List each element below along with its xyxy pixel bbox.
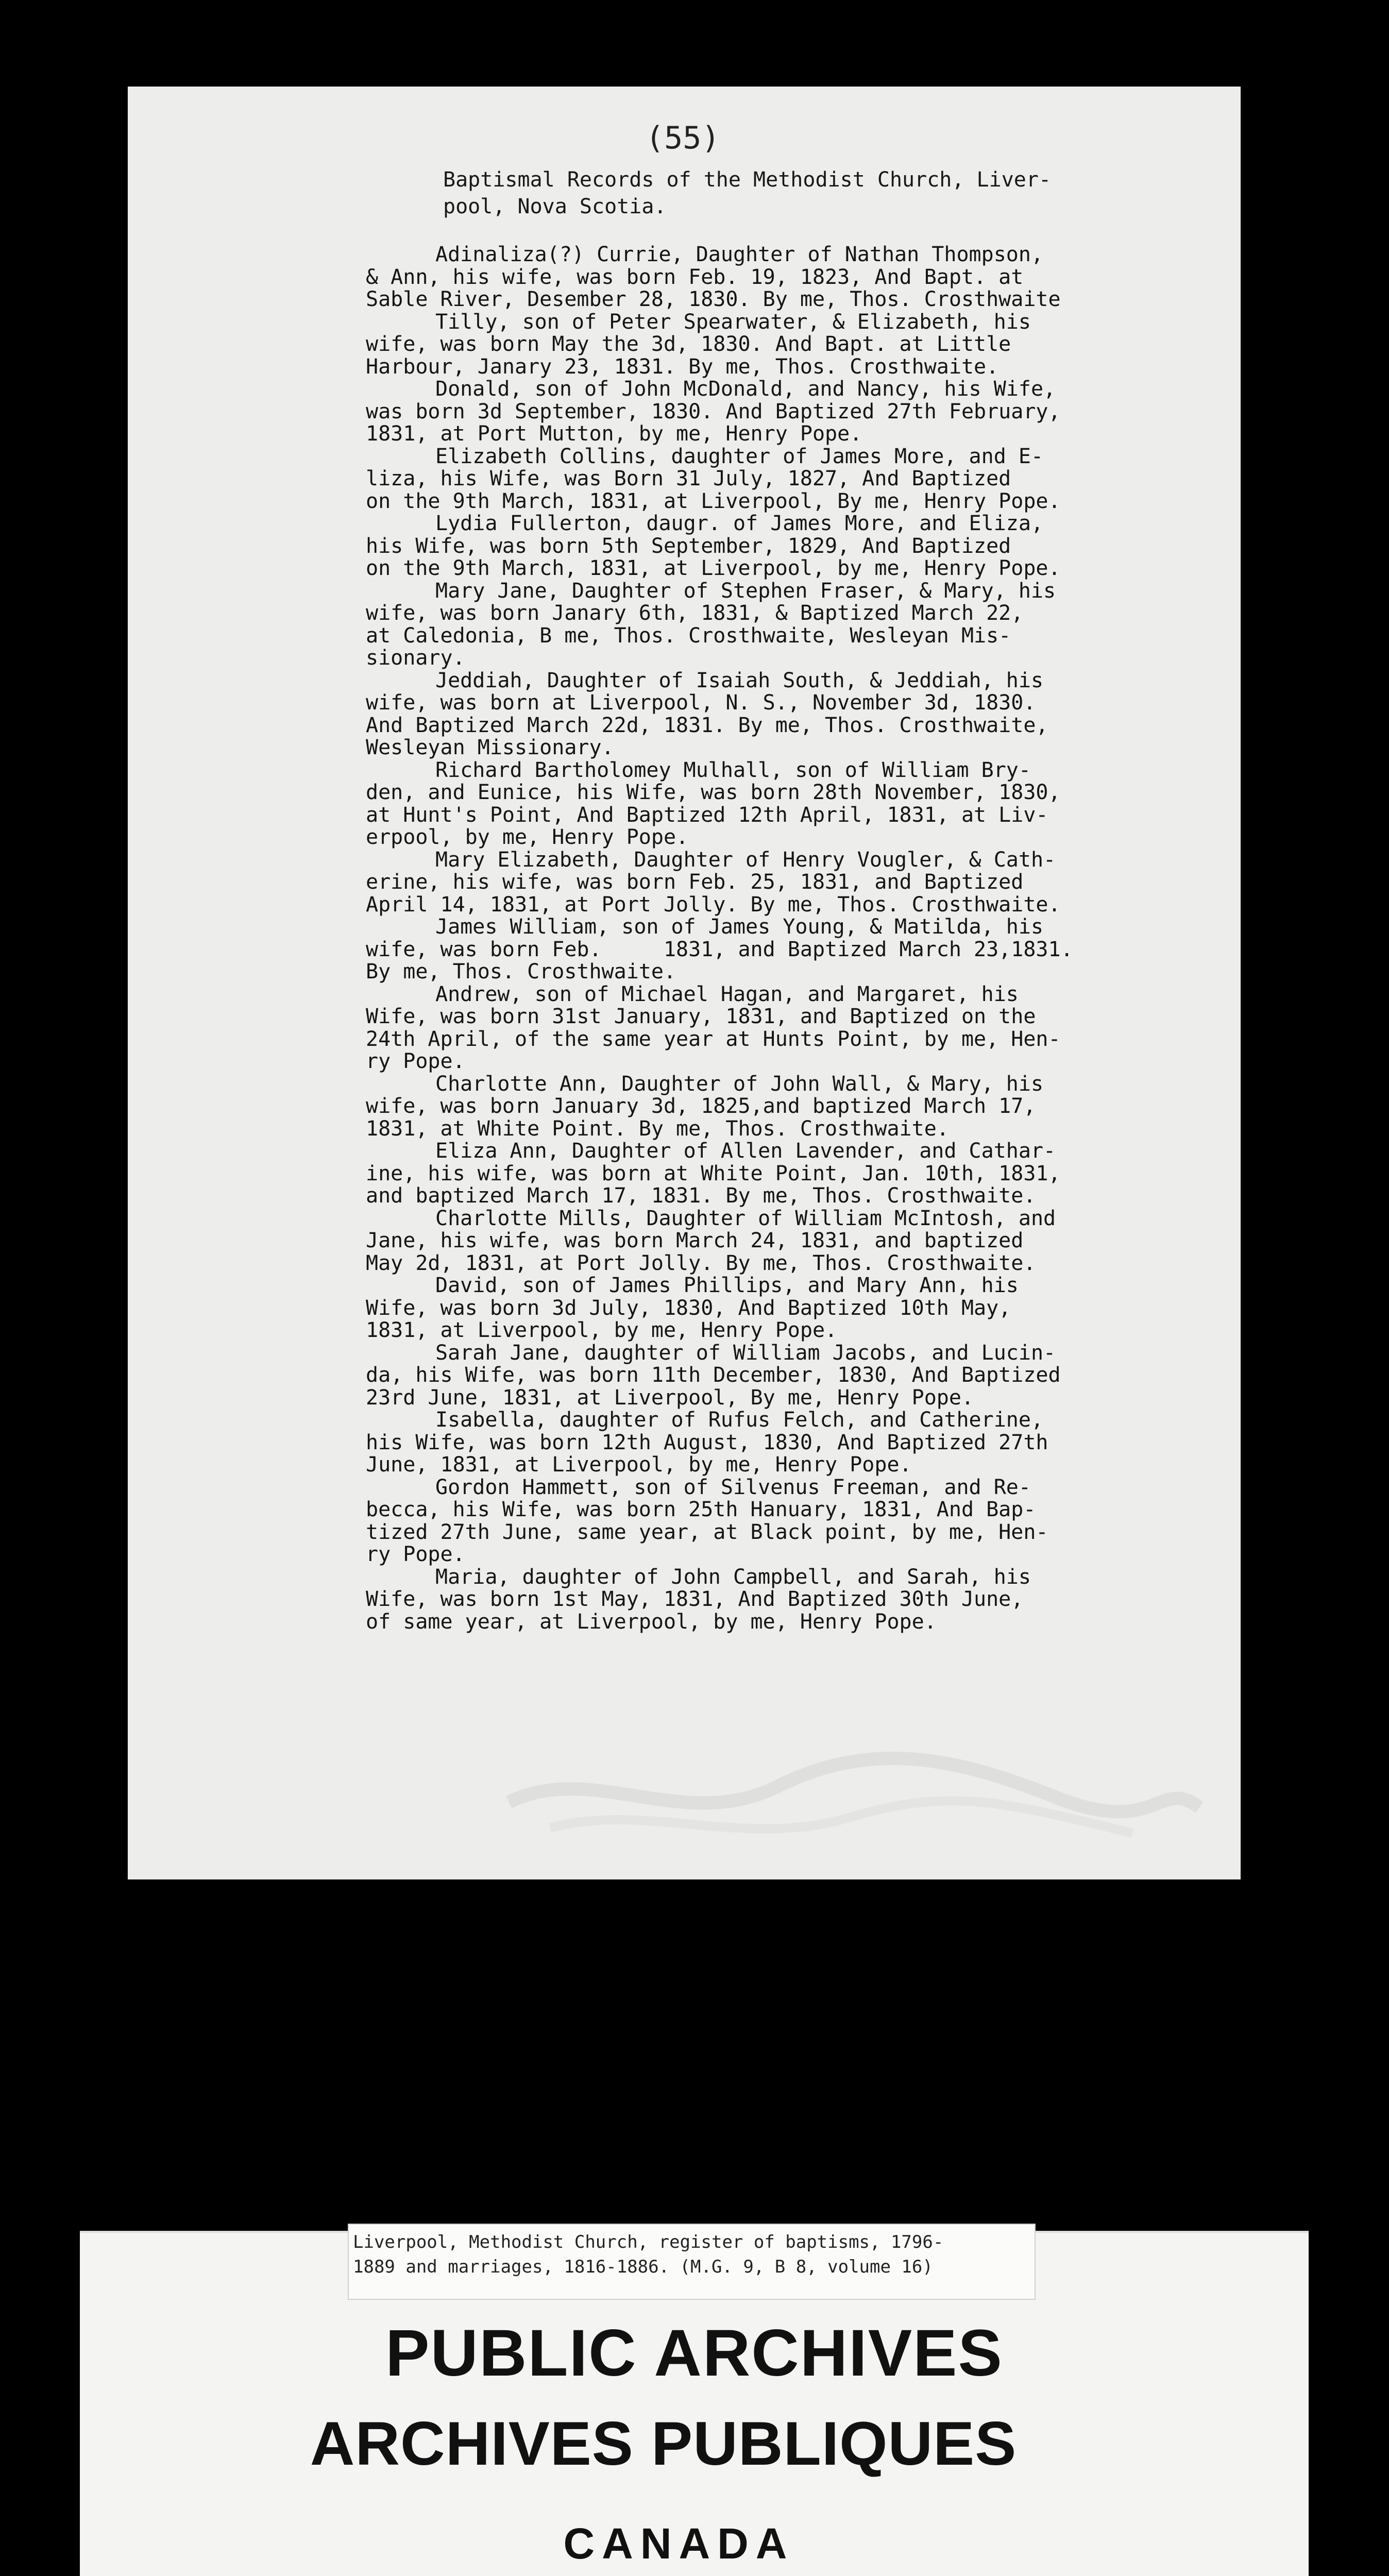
record-line: wife, was born at Liverpool, N. S., November 3d, 1830. bbox=[366, 691, 1036, 715]
record-line: liza, his Wife, was Born 31 July, 1827, And Baptized bbox=[366, 467, 1011, 490]
record-line: da, his Wife, was born 11th December, 1830, And Baptized bbox=[366, 1363, 1061, 1387]
record-line: Donald, son of John McDonald, and Nancy, his Wife, bbox=[435, 377, 1056, 401]
record-line: 1831, at Port Mutton, by me, Henry Pope. bbox=[366, 422, 862, 446]
record-line: at Hunt's Point, And Baptized 12th April, 1831, at Liv- bbox=[366, 803, 1048, 827]
record-line: Sable River, Desember 28, 1830. By me, Thos. Crosthwaite bbox=[366, 287, 1061, 311]
reference-line: Liverpool, Methodist Church, register of baptisms, 1796- bbox=[353, 2232, 944, 2252]
record-line: his Wife, was born 5th September, 1829, And Baptized bbox=[366, 534, 1011, 558]
record-line: April 14, 1831, at Port Jolly. By me, Thos. Crosthwaite. bbox=[366, 892, 1061, 917]
record-line: Charlotte Mills, Daughter of William McIntosh, and bbox=[435, 1206, 1056, 1230]
reference-label bbox=[348, 2224, 1036, 2300]
record-line: was born 3d September, 1830. And Baptized 27th February, bbox=[366, 399, 1061, 423]
baptism-record bbox=[366, 849, 1190, 917]
record-line: 1831, at White Point. By me, Thos. Crosthwaite. bbox=[366, 1116, 949, 1141]
record-line: Elizabeth Collins, daughter of James More, and E- bbox=[435, 444, 1044, 468]
record-line: 1831, at Liverpool, by me, Henry Pope. bbox=[366, 1318, 838, 1342]
baptism-record bbox=[366, 1342, 1190, 1410]
record-line: Adinaliza(?) Currie, Daughter of Nathan Thompson, bbox=[435, 243, 1044, 266]
baptism-record bbox=[366, 1275, 1190, 1342]
record-line: at Caledonia, B me, Thos. Crosthwaite, Wesleyan Mis- bbox=[366, 623, 1011, 648]
baptism-record bbox=[366, 759, 1190, 849]
record-line: wife, was born January 3d, 1825,and baptized March 17, bbox=[366, 1094, 1036, 1118]
stamp-country: CANADA bbox=[563, 2519, 794, 2568]
baptism-record bbox=[366, 1566, 1190, 1634]
record-line: Harbour, Janary 23, 1831. By me, Thos. Crosthwaite. bbox=[366, 354, 999, 379]
archive-card bbox=[80, 2231, 1309, 2576]
record-line: Maria, daughter of John Campbell, and Sarah, his bbox=[435, 1565, 1031, 1589]
record-line: erpool, by me, Henry Pope. bbox=[366, 825, 689, 849]
record-line: becca, his Wife, was born 25th Hanuary, 1831, And Bap- bbox=[366, 1498, 1036, 1521]
baptism-record bbox=[366, 916, 1190, 984]
record-line: and baptized March 17, 1831. By me, Thos. Crosthwaite. bbox=[366, 1184, 1036, 1208]
record-line: tized 27th June, same year, at Black point, by me, Hen- bbox=[366, 1520, 1048, 1544]
baptism-record bbox=[366, 580, 1190, 670]
record-line: wife, was born Feb. 1831, and Baptized March 23,1831. bbox=[366, 937, 1073, 961]
record-line: wife, was born May the 3d, 1830. And Bapt. at Little bbox=[366, 332, 1011, 356]
baptism-record bbox=[366, 1477, 1190, 1566]
record-line: Wife, was born 1st May, 1831, And Baptized 30th June, bbox=[366, 1587, 1024, 1611]
page-title: Baptismal Records of the Methodist Church, Liver- pool, Nova Scotia. bbox=[443, 168, 1052, 218]
record-line: & Ann, his wife, was born Feb. 19, 1823, And Bapt. at bbox=[366, 265, 1024, 289]
record-line: Gordon Hammett, son of Silvenus Freeman, and Re- bbox=[435, 1475, 1031, 1499]
record-line: Andrew, son of Michael Hagan, and Margaret, his bbox=[435, 982, 1019, 1006]
record-line: Isabella, daughter of Rufus Felch, and Catherine, bbox=[435, 1408, 1044, 1432]
stamp-english: PUBLIC ARCHIVES bbox=[385, 2316, 1003, 2390]
record-line: Mary Jane, Daughter of Stephen Fraser, & Mary, his bbox=[435, 579, 1056, 603]
baptism-record bbox=[366, 513, 1190, 580]
baptism-record bbox=[366, 311, 1190, 379]
baptism-record bbox=[366, 446, 1190, 513]
record-line: sionary. bbox=[366, 646, 465, 670]
record-line: Wife, was born 31st January, 1831, and Baptized on the bbox=[366, 1005, 1036, 1028]
record-line: his Wife, was born 12th August, 1830, And Baptized 27th bbox=[366, 1430, 1048, 1454]
record-line: Charlotte Ann, Daughter of John Wall, & Mary, his bbox=[435, 1072, 1044, 1096]
record-line: Wesleyan Missionary. bbox=[366, 736, 614, 759]
baptism-record bbox=[366, 1140, 1190, 1208]
record-line: Mary Elizabeth, Daughter of Henry Vougler, & Cath- bbox=[435, 848, 1056, 872]
baptism-record bbox=[366, 984, 1190, 1073]
record-line: Eliza Ann, Daughter of Allen Lavender, and Cathar- bbox=[435, 1139, 1056, 1163]
record-line: Wife, was born 3d July, 1830, And Baptized 10th May, bbox=[366, 1296, 1011, 1320]
record-line: Jane, his wife, was born March 24, 1831, and baptized bbox=[366, 1229, 1024, 1252]
record-line: Lydia Fullerton, daugr. of James More, and Eliza, bbox=[435, 512, 1044, 535]
baptism-record bbox=[366, 378, 1190, 446]
baptism-record bbox=[366, 670, 1190, 759]
record-line: By me, Thos. Crosthwaite. bbox=[366, 960, 676, 984]
record-line: Jeddiah, Daughter of Isaiah South, & Jeddiah, his bbox=[435, 668, 1044, 692]
document-page bbox=[128, 87, 1241, 1879]
record-line: ry Pope. bbox=[366, 1049, 465, 1073]
record-line: Sarah Jane, daughter of William Jacobs, and Lucin- bbox=[435, 1341, 1056, 1365]
record-line: James William, son of James Young, & Matilda, his bbox=[435, 915, 1044, 939]
record-line: erine, his wife, was born Feb. 25, 1831, and Baptized bbox=[366, 870, 1024, 894]
page-number: (55) bbox=[646, 120, 720, 156]
baptism-record bbox=[366, 244, 1190, 311]
record-line: David, son of James Phillips, and Mary Ann, his bbox=[435, 1274, 1019, 1297]
stamp-french: ARCHIVES PUBLIQUES bbox=[310, 2409, 1017, 2478]
record-line: Richard Bartholomey Mulhall, son of William Bry- bbox=[435, 758, 1031, 782]
record-line: Tilly, son of Peter Spearwater, & Elizabeth, his bbox=[435, 310, 1031, 334]
record-line: of same year, at Liverpool, by me, Henry Pope. bbox=[366, 1609, 937, 1634]
record-line: ine, his wife, was born at White Point, Jan. 10th, 1831, bbox=[366, 1161, 1061, 1185]
baptism-record bbox=[366, 1409, 1190, 1477]
baptism-record bbox=[366, 1208, 1190, 1275]
record-line: den, and Eunice, his Wife, was born 28th November, 1830, bbox=[366, 781, 1061, 804]
record-line: 24th April, of the same year at Hunts Point, by me, Hen- bbox=[366, 1027, 1061, 1051]
faded-handwriting-smudge bbox=[488, 1699, 1210, 1864]
record-line: on the 9th March, 1831, at Liverpool, by me, Henry Pope. bbox=[366, 556, 1061, 580]
reference-line: 1889 and marriages, 1816-1886. (M.G. 9, B 8, volume 16) bbox=[353, 2257, 933, 2277]
record-line: And Baptized March 22d, 1831. By me, Thos. Crosthwaite, bbox=[366, 713, 1048, 737]
record-line: May 2d, 1831, at Port Jolly. By me, Thos. Crosthwaite. bbox=[366, 1251, 1036, 1275]
record-line: 23rd June, 1831, at Liverpool, By me, Henry Pope. bbox=[366, 1385, 974, 1410]
baptism-record-list bbox=[366, 244, 1190, 1633]
record-line: wife, was born Janary 6th, 1831, & Baptized March 22, bbox=[366, 601, 1024, 625]
record-line: June, 1831, at Liverpool, by me, Henry Pope. bbox=[366, 1453, 912, 1477]
baptism-record bbox=[366, 1073, 1190, 1141]
record-line: ry Pope. bbox=[366, 1543, 465, 1566]
record-line: on the 9th March, 1831, at Liverpool, By me, Henry Pope. bbox=[366, 489, 1061, 513]
